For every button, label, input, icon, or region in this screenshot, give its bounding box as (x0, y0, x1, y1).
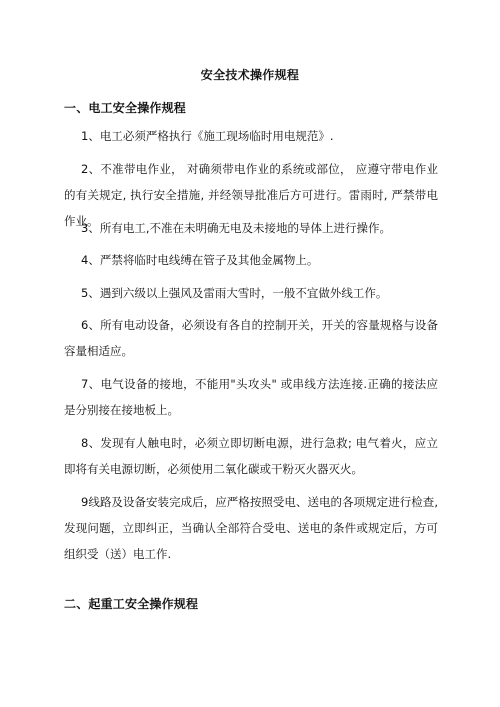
rule-item-1: 1、电工必须严格执行《施工现场临时用电规范》. (81, 129, 334, 143)
rule-item-3: 3、所有电工,不准在未明确无电及未接地的导体上进行操作。 (81, 221, 391, 235)
section-heading-crane-operator: 二、起重工安全操作规程 (64, 597, 199, 611)
rule-item-2: 2、不准带电作业， 对确须带电作业的系统或部位， 应遵守带电作业的有关规定, 执行安全措施, 并经领导批准后方可进行。雷雨时, 严禁带电作业。 (64, 162, 438, 228)
document-title: 安全技术操作规程 (200, 68, 300, 82)
section-heading-electrician: 一、电工安全操作规程 (64, 101, 187, 115)
rule-item-6: 6、所有电动设备，必须设有各自的控制开关，开关的容量规格与设备容量相适应。 (64, 318, 438, 358)
rule-item-5: 5、遇到六级以上强风及雷雨大雪时，一般不宜做外线工作。 (81, 286, 388, 300)
rule-item-4: 4、严禁将临时电线缚在管子及其他金属物上。 (81, 253, 319, 267)
rule-item-7: 7、电气设备的接地，不能用"头攻头" 或串线方法连接.正确的接法应是分别接在接地板上。 (64, 377, 438, 417)
rule-item-8: 8、发现有人触电时，必须立即切断电源，进行急救; 电气着火，应立即将有关电源切断，必须使用二氧化碳或干粉灭火器灭火。 (64, 436, 438, 476)
rule-item-9: 9线路及设备安装完成后，应严格按照受电、送电的各项规定进行检查, 发现问题，立即纠正，当确认全部符合受电、送电的条件或规定后，方可组织受（送）电工作. (64, 495, 438, 561)
